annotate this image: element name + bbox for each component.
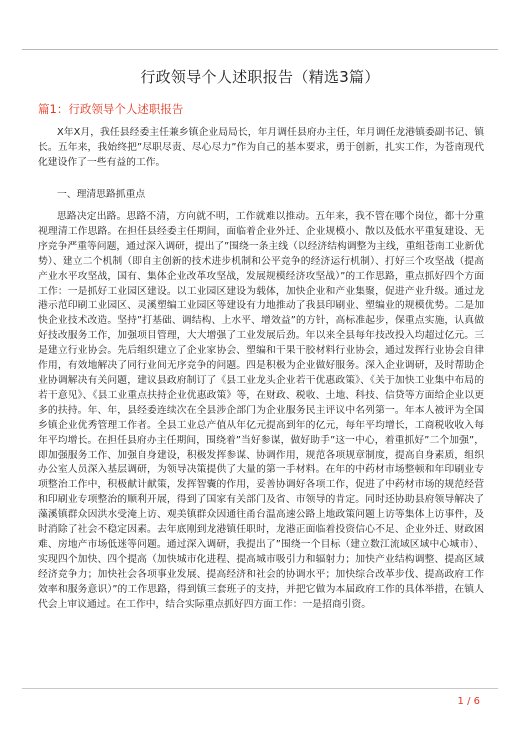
- header-divider: [22, 49, 498, 50]
- paragraph-intro: X年X月，我任县经委主任兼乡镇企业局局长，年月调任县府办主任，年月调任龙港镇委副书记、镇长。五年来，我始终把”尽职尽责、尽心尽力”作为自己的基本要求，勇于创新，扎实工作，为苍南现代化建设作了一些有益的工作。: [38, 127, 484, 168]
- paragraph-body: 思路决定出路。思路不清，方向就不明，工作就难以推动。五年来，我不管在哪个岗位，都十分重视理清工作思路。在担任县经委主任期间，面临着企业外迁、企业规模小、散以及低水平重复建设、无序竞争严重等问题，通过深入调研，提出了”围绕一条主线（以经济结构调整为主线，重组苍南工业新优势）、建立二个机制（即自主创新的技术进步机制和公平竞争的经济运行机制）、打好三个攻坚战（提高产业水平攻坚战，国有、集体企业改革攻坚战，发展规模经济攻坚战）”的工作思路，重点抓好四个方面工作：一是抓好工业园区建设。以工业园区建设为载体，加快企业和产业集聚，促进产业升级。通过龙港示范印刷工业园区、灵溪塑编工业园区等建设有力地推动了我县印刷业、塑编业的规模优势。二是加快企业技术改造。坚持”打基础、调结构、上水平、增效益”的方针，高标准起步，保重点实施，认真做好技改服务工作，加强项目管理，大大增强了工业发展后劲。年以来全县每年技改投入均超过亿元。三是建立行业协会。先后组织建立了企业家协会、塑编和干果干胶材料行业协会，通过发挥行业协会自律作用，有效地解决了同行业间无序竞争的问题。四是积极为企业做好服务。深入企业调研，及时帮助企业协调解决有关问题，建议县政府制订了《县工业龙头企业若干优惠政策》、《关于加快工业集中布局的若干意见》、《县工业重点扶持企业优惠政策》等，在财政、税收、土地、科技、信贷等方面给企业以更多的扶持。年、年，县经委连续次在全县涉企部门为企业服务民主评议中名列第一。年本人被评为全国乡镇企业优秀管理工作者。全县工业总产值从年亿元提高到年的亿元，每年平均增长，工商税收收入每年平均增长。在担任县府办主任期间，围绕着”当好参谋，做好助手”这一中心，着重抓好”二个加强”，即加强服务工作、加强自身建设，积极发挥参谋、协调作用，规范各项规章制度，提高自身素质，组织办公室人员深入基层调研，为领导决策提供了大量的第一手材料。在年的中药材市场整顿和年印刷业专项整治工作中，积极献计献策，发挥智囊的作用，妥善协调好各项工作，促进了中药材市场的规范经营和印刷业专项整治的顺利开展，得到了国家有关部门及省、市领导的肯定。同时还协助县府领导解决了藻溪镇群众因洪水受淹上访、观美镇群众因通往甬台温高速公路上地政策问题上访等集体上访事件，及时消除了社会不稳定因素。去年底刚到龙港镇任职时，龙港正面临着投资信心不足、企业外迁、财政困难、房地产市场低迷等问题。通过深入调研，我提出了”围绕一个目标（建立数江流域区域中心城市）、实现四个加快、四个提高（加快城市化进程、提高城市吸引力和辐射力；加快产业结构调整、提高区域经济竞争力；加快社会各项事业发展、提高经济和社会的协调水平；加快综合改革步伐、提高政府工作效率和服务意识）”的工作思路，得到镇三套班子的支持，并把它做为本届政府工作的具体举措，在镇人代会上审议通过。在工作中，结合实际重点抓好四方面工作：一是招商引资。: [38, 211, 484, 610]
- section-title: 篇1：行政领导个人述职报告: [38, 102, 184, 116]
- section-heading: 一、理清思路抓重点: [57, 189, 146, 200]
- page-indicator: 1 / 6: [457, 696, 480, 707]
- document-title: 行政领导个人述职报告（精选3篇）: [140, 68, 380, 86]
- footer-divider: [22, 688, 498, 689]
